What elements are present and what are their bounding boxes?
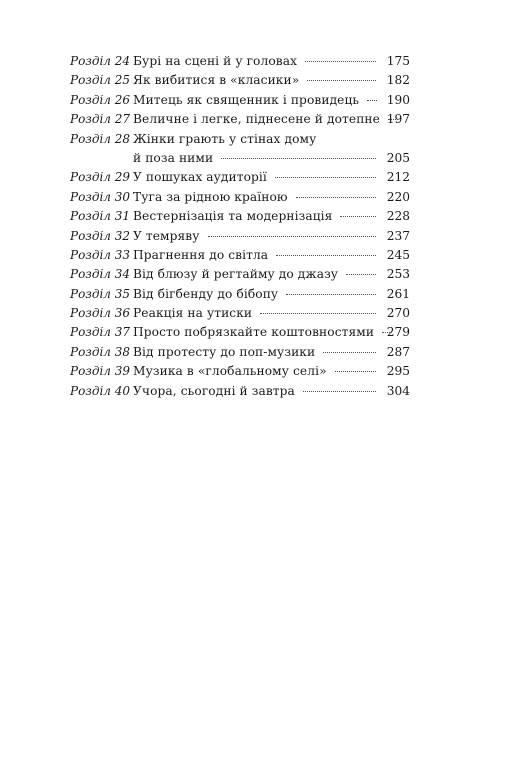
chapter-number: Розділ 37 — [70, 325, 131, 340]
dot-leader — [208, 236, 376, 237]
toc-entry[interactable] — [70, 168, 410, 187]
chapter-number: Розділ 34 — [70, 267, 131, 282]
dot-leader — [286, 294, 376, 295]
page-number: 270 — [386, 306, 410, 321]
page-number: 197 — [386, 112, 410, 127]
dot-leader — [276, 255, 376, 256]
chapter-number: Розділ 30 — [70, 189, 131, 204]
dot-leader — [303, 391, 376, 392]
toc-entry[interactable] — [70, 91, 410, 110]
chapter-number: Розділ 31 — [70, 209, 131, 224]
chapter-title: У пошуках аудиторії — [133, 170, 267, 185]
chapter-title-continued: й поза ними — [133, 150, 214, 165]
dot-leader — [307, 80, 376, 81]
page-number: 212 — [386, 170, 410, 185]
toc-entry[interactable] — [70, 227, 410, 246]
toc-entry[interactable] — [70, 188, 410, 207]
chapter-title: Туга за рідною країною — [133, 189, 288, 204]
chapter-number: Розділ 32 — [70, 228, 131, 243]
dot-leader — [296, 197, 376, 198]
toc-entry[interactable] — [70, 265, 410, 284]
chapter-number: Розділ 26 — [70, 92, 131, 107]
chapter-number: Розділ 28 — [70, 131, 131, 146]
toc-entry[interactable] — [70, 362, 410, 381]
chapter-title: Від бігбенду до бібопу — [133, 286, 279, 301]
toc-entry[interactable] — [70, 382, 410, 401]
chapter-title: Митець як священник і провидець — [133, 92, 360, 107]
chapter-title: Прагнення до світла — [133, 247, 269, 262]
chapter-number: Розділ 25 — [70, 73, 131, 88]
chapter-number: Розділ 24 — [70, 54, 131, 68]
chapter-number: Розділ 39 — [70, 364, 131, 379]
chapter-title: Реакція на утиски — [133, 306, 253, 321]
dot-leader — [260, 313, 376, 314]
page-number: 245 — [386, 247, 410, 262]
chapter-title: Як вибитися в «класики» — [133, 73, 300, 88]
toc-entry[interactable] — [70, 110, 410, 129]
page-number: 205 — [386, 150, 410, 165]
page-number: 253 — [386, 267, 410, 282]
dot-leader — [305, 61, 376, 62]
chapter-title: Бурі на сцені й у головах — [133, 54, 298, 68]
page-number: 220 — [386, 189, 410, 204]
dot-leader — [323, 352, 376, 353]
toc-entry[interactable] — [70, 246, 410, 265]
chapter-number: Розділ 33 — [70, 247, 131, 262]
dot-leader — [346, 274, 376, 275]
chapter-title: Учора, сьогодні й завтра — [133, 383, 295, 398]
page-number: 228 — [386, 209, 410, 224]
chapter-title: Просто побрязкайте коштовностями — [133, 325, 375, 340]
chapter-number: Розділ 40 — [70, 383, 131, 398]
toc-entry[interactable] — [70, 71, 410, 90]
page-number: 287 — [386, 344, 410, 359]
dot-leader — [275, 177, 376, 178]
page-number: 279 — [386, 325, 410, 340]
page-number: 175 — [386, 54, 410, 68]
toc-entry[interactable] — [70, 304, 410, 323]
page-number: 261 — [386, 286, 410, 301]
toc-entry[interactable] — [70, 130, 410, 169]
dot-leader — [382, 332, 392, 333]
toc-entry[interactable] — [70, 343, 410, 362]
dot-leader — [367, 100, 377, 101]
page-number: 295 — [386, 364, 410, 379]
dot-leader — [388, 119, 398, 120]
chapter-number: Розділ 27 — [70, 112, 131, 127]
dot-leader — [221, 158, 376, 159]
chapter-number: Розділ 36 — [70, 306, 131, 321]
page-number: 304 — [386, 383, 410, 398]
chapter-title: Величне і легке, піднесене й дотепне — [133, 112, 380, 127]
page-number: 190 — [386, 92, 410, 107]
toc-entry[interactable] — [70, 52, 410, 71]
chapter-title: Жінки грають у стінах дому — [133, 131, 317, 146]
toc-entry[interactable] — [70, 323, 410, 342]
toc-entry[interactable] — [70, 285, 410, 304]
chapter-title: Музика в «глобальному селі» — [133, 364, 327, 379]
toc-entry[interactable] — [70, 207, 410, 226]
chapter-number: Розділ 38 — [70, 344, 131, 359]
chapter-title: Вестернізація та модернізація — [133, 209, 333, 224]
chapter-title: Від блюзу й регтайму до джазу — [133, 267, 339, 282]
page-number: 182 — [386, 73, 410, 88]
chapter-number: Розділ 29 — [70, 170, 131, 185]
dot-leader — [340, 216, 376, 217]
dot-leader — [335, 371, 376, 372]
page-number: 237 — [386, 228, 410, 243]
chapter-title: Від протесту до поп-музики — [133, 344, 316, 359]
chapter-number: Розділ 35 — [70, 286, 131, 301]
chapter-title: У темряву — [133, 228, 200, 243]
table-of-contents — [70, 52, 410, 401]
